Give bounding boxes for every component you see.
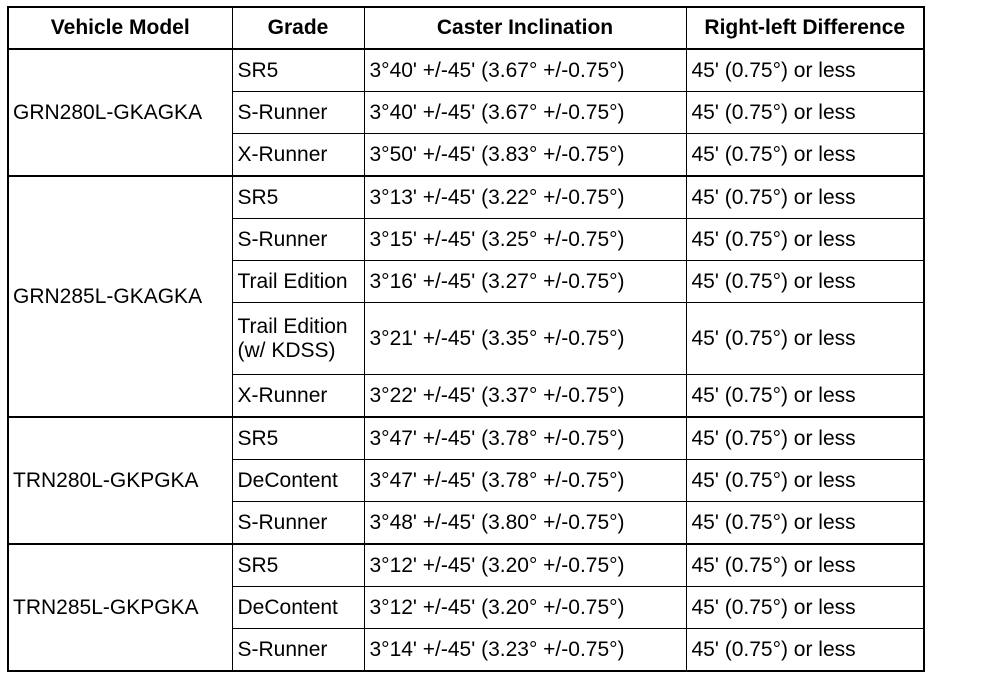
grade-cell: S-Runner [232, 502, 364, 545]
difference-cell: 45' (0.75°) or less [686, 544, 924, 587]
difference-cell: 45' (0.75°) or less [686, 303, 924, 375]
table-row [8, 49, 924, 92]
caster-cell: 3°15' +/-45' (3.25° +/-0.75°) [364, 219, 686, 261]
grade-cell: Trail Edition [232, 261, 364, 303]
difference-cell: 45' (0.75°) or less [686, 261, 924, 303]
header-caster-inclination: Caster Inclination [364, 7, 686, 49]
grade-cell: X-Runner [232, 134, 364, 177]
table-row [8, 417, 924, 460]
difference-cell: 45' (0.75°) or less [686, 460, 924, 502]
caster-cell: 3°40' +/-45' (3.67° +/-0.75°) [364, 92, 686, 134]
header-vehicle-model: Vehicle Model [8, 7, 232, 49]
caster-cell: 3°48' +/-45' (3.80° +/-0.75°) [364, 502, 686, 545]
grade-cell: S-Runner [232, 92, 364, 134]
header-grade: Grade [232, 7, 364, 49]
difference-cell: 45' (0.75°) or less [686, 587, 924, 629]
difference-cell: 45' (0.75°) or less [686, 134, 924, 177]
caster-cell: 3°47' +/-45' (3.78° +/-0.75°) [364, 460, 686, 502]
grade-cell: X-Runner [232, 375, 364, 418]
caster-cell: 3°13' +/-45' (3.22° +/-0.75°) [364, 176, 686, 219]
caster-cell: 3°47' +/-45' (3.78° +/-0.75°) [364, 417, 686, 460]
grade-cell: SR5 [232, 544, 364, 587]
header-right-left-difference: Right-left Difference [686, 7, 924, 49]
difference-cell: 45' (0.75°) or less [686, 219, 924, 261]
grade-cell-line2: (w/ KDSS) [237, 338, 336, 362]
vehicle-model-cell: GRN285L-GKAGKA [8, 176, 232, 417]
vehicle-model-cell: TRN280L-GKPGKA [8, 417, 232, 544]
grade-cell: S-Runner [232, 219, 364, 261]
caster-spec-table [7, 6, 925, 672]
difference-cell: 45' (0.75°) or less [686, 417, 924, 460]
table-row [8, 544, 924, 587]
grade-cell: SR5 [232, 176, 364, 219]
grade-cell: SR5 [232, 417, 364, 460]
difference-cell: 45' (0.75°) or less [686, 629, 924, 672]
grade-cell: DeContent [232, 460, 364, 502]
difference-cell: 45' (0.75°) or less [686, 92, 924, 134]
table-header-row [8, 7, 924, 49]
caster-cell: 3°12' +/-45' (3.20° +/-0.75°) [364, 544, 686, 587]
caster-cell: 3°16' +/-45' (3.27° +/-0.75°) [364, 261, 686, 303]
caster-cell: 3°21' +/-45' (3.35° +/-0.75°) [364, 303, 686, 375]
caster-cell: 3°14' +/-45' (3.23° +/-0.75°) [364, 629, 686, 672]
vehicle-model-cell: TRN285L-GKPGKA [8, 544, 232, 671]
grade-cell [232, 303, 364, 375]
difference-cell: 45' (0.75°) or less [686, 176, 924, 219]
table-row [8, 176, 924, 219]
caster-cell: 3°12' +/-45' (3.20° +/-0.75°) [364, 587, 686, 629]
difference-cell: 45' (0.75°) or less [686, 502, 924, 545]
grade-cell: DeContent [232, 587, 364, 629]
difference-cell: 45' (0.75°) or less [686, 49, 924, 92]
grade-cell-line1: Trail Edition [237, 314, 348, 338]
grade-cell: SR5 [232, 49, 364, 92]
caster-cell: 3°50' +/-45' (3.83° +/-0.75°) [364, 134, 686, 177]
caster-cell: 3°40' +/-45' (3.67° +/-0.75°) [364, 49, 686, 92]
difference-cell: 45' (0.75°) or less [686, 375, 924, 418]
caster-cell: 3°22' +/-45' (3.37° +/-0.75°) [364, 375, 686, 418]
grade-cell: S-Runner [232, 629, 364, 672]
vehicle-model-cell: GRN280L-GKAGKA [8, 49, 232, 176]
